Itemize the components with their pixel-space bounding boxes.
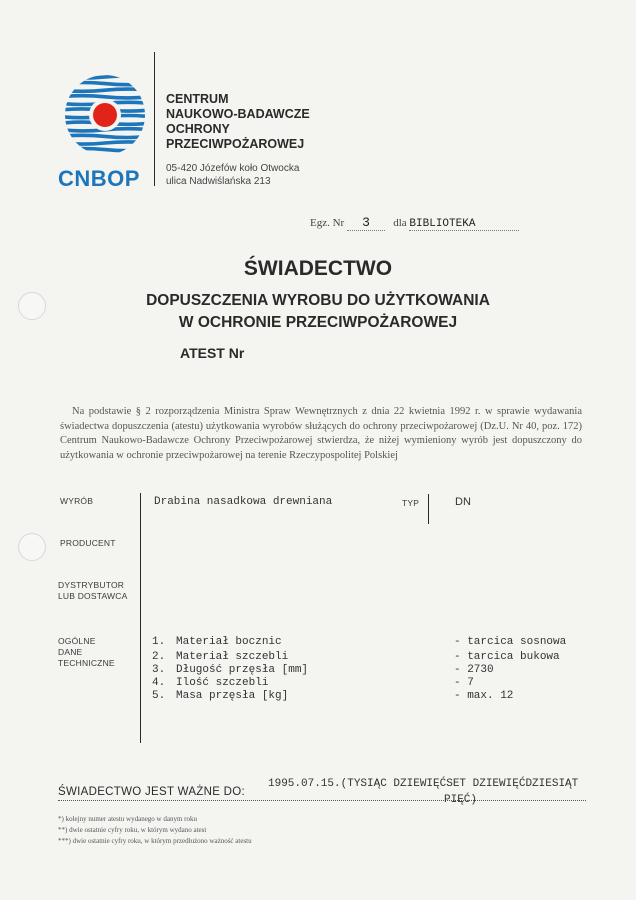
document-title: ŚWIADECTWO	[243, 257, 393, 280]
footnote: **) dwie ostatnie cyfry roku, w którym wydano atest	[58, 826, 207, 834]
distributor-label-line: DYSTRYBUTOR	[58, 580, 125, 590]
general-label-line: DANE	[58, 647, 83, 657]
validity-value: 1995.07.15.(TYSIĄC DZIEWIĘĆSET DZIEWIĘĆDZIESIĄT	[268, 778, 579, 790]
distributor-label	[58, 580, 127, 602]
spec-name: Masa przęsła [kg]	[176, 690, 289, 702]
org-line: CENTRUM	[166, 92, 229, 106]
producer-label: PRODUCENT	[60, 538, 116, 548]
spec-value: - tarcica sosnowa	[454, 636, 567, 648]
org-line: PRZECIWPOŻAROWEJ	[166, 137, 305, 151]
spec-value: - 2730	[454, 664, 494, 676]
spec-name: Długość przęsła [mm]	[176, 664, 309, 676]
label-column-divider	[140, 493, 141, 743]
logo-stripe	[60, 142, 150, 144]
logo-stripe	[60, 149, 150, 151]
egz-label: Egz. Nr	[310, 217, 345, 229]
spec-value: - max. 12	[454, 690, 514, 702]
subtitle-line: W OCHRONIE PRZECIWPOŻAROWEJ	[178, 314, 458, 331]
logo-stripe	[60, 135, 150, 137]
type-label: TYP	[402, 498, 420, 508]
general-label-line: TECHNICZNE	[58, 658, 115, 668]
spec-num: 2.	[152, 651, 166, 663]
egz-number: 3	[347, 215, 385, 231]
spec-num: 4.	[152, 677, 166, 689]
spec-name: Materiał szczebli	[176, 651, 289, 663]
spec-num: 5.	[152, 690, 166, 702]
subtitle-line: DOPUSZCZENIA WYROBU DO UŻYTKOWANIA	[146, 292, 490, 309]
logo-stripe	[60, 83, 150, 85]
logo-stripe	[60, 96, 150, 98]
validity-label: ŚWIADECTWO JEST WAŻNE DO:	[58, 786, 246, 798]
org-line: NAUKOWO-BADAWCZE	[166, 107, 310, 121]
logo-wordmark: CNBOP	[58, 166, 140, 191]
organization-name	[166, 92, 310, 152]
org-line: OCHRONY	[166, 122, 230, 136]
organization-address	[166, 162, 299, 188]
spec-num: 3.	[152, 664, 166, 676]
general-data-label	[58, 636, 115, 669]
intro-paragraph: Na podstawie § 2 rozporządzenia Ministra Spraw Wewnętrznych z dnia 22 kwietnia 1992 r. w sprawie wydawania świadectwa dopuszczenia (atestu) użytkowania wyrobów służących do ochrony przeciwpożarowej (Dz.U. Nr 40, poz. 172) Centrum Naukowo-Badawcze Ochrony Przeciwpożarowej stwierdza, że niżej wymieniony wyrób jest dopuszczony do użytkowania w ochronie przeciwpożarowej na terenie Rzeczypospolitej Polskiej	[60, 406, 582, 461]
distributor-label-line: LUB DOSTAWCA	[58, 591, 128, 601]
document-subtitle	[0, 290, 636, 334]
validity-value-cont: PIĘĆ)	[444, 794, 478, 806]
address-line: 05-420 Józefów koło Otwocka	[166, 163, 300, 174]
type-value: DN	[455, 496, 471, 508]
spec-value: - 7	[454, 677, 474, 689]
dla-label: dla	[393, 217, 407, 229]
product-value: Drabina nasadkowa drewniana	[154, 496, 333, 508]
validity-dotted-line	[58, 800, 586, 802]
logo-stripe	[60, 89, 150, 91]
product-label: WYRÓB	[60, 496, 94, 506]
general-label-line: OGÓLNE	[58, 636, 96, 646]
logo-stripe	[60, 76, 150, 78]
address-line: ulica Nadwiślańska 213	[166, 176, 271, 187]
punch-hole-bottom	[18, 533, 46, 561]
spec-name: Materiał bocznic	[176, 636, 282, 648]
cnbop-logo-icon	[60, 70, 150, 160]
spec-name: Ilość szczebli	[176, 677, 269, 689]
footnote: ***) dwie ostatnie cyfry roku, w którym przedłużono ważność atestu	[58, 837, 252, 845]
recipient-value: BIBLIOTEKA	[409, 218, 519, 231]
copy-number-line	[310, 215, 519, 231]
footnote: *) kolejny numer atestu wydanego w danym roku	[58, 815, 197, 823]
header-divider	[154, 52, 155, 186]
spec-num: 1.	[152, 636, 166, 648]
spec-value: - tarcica bukowa	[454, 651, 560, 663]
atest-number-label: ATEST Nr	[180, 345, 245, 361]
type-divider	[428, 494, 429, 524]
